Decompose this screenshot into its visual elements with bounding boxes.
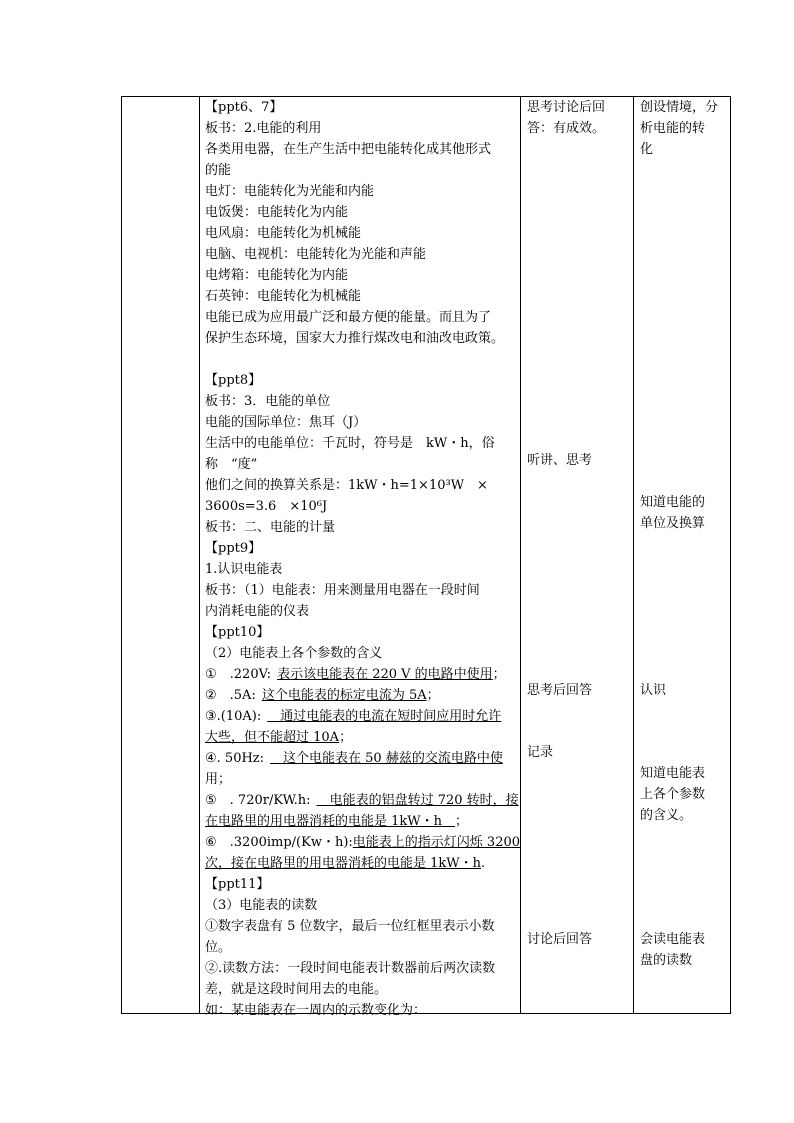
ppt-marker: 【ppt8】 — [205, 373, 262, 388]
param-line — [205, 833, 521, 854]
intent-text: 的含义。 — [640, 808, 693, 823]
param-text: 通过电能表的电流在短时间应用时允许 — [267, 709, 502, 724]
param-text: 大些，但不能超过 10A — [205, 730, 340, 745]
param-text: 这个电能表在 50 赫兹的交流电路中使 — [270, 751, 503, 766]
blank-column — [122, 97, 200, 1014]
intent-text: 知道电能表 — [640, 766, 706, 781]
param-text: 表示该电能表在 220 V 的电路中使用 — [277, 667, 493, 682]
text-line: （2）电能表上各个参数的含义 — [205, 646, 383, 661]
text-line: 生活中的电能单位：千瓦时，符号是 kW・h，俗 — [205, 436, 495, 451]
ppt-marker: 【ppt11】 — [205, 877, 270, 892]
activity-text: 记录 — [527, 745, 554, 760]
param-line — [205, 728, 518, 749]
text-line: 1.认识电能表 — [205, 562, 283, 577]
intent-text: 化 — [640, 142, 654, 157]
param-line — [205, 749, 518, 770]
text-line: 各类用电器，在生产生活中把电能转化成其他形式 — [205, 142, 492, 157]
param-text: 在电路里的用电器消耗的电能是 1kW・h — [205, 814, 456, 829]
param-line — [205, 686, 518, 707]
param-tail: ； — [455, 814, 469, 829]
param-label: ③.(10A): — [205, 709, 262, 724]
param-text: 次，接在电路里的用电器消耗的电能是 1kW・h — [205, 856, 482, 871]
text-line: ①数字表盘有 5 位数字，最后一位红框里表示小数 — [205, 919, 495, 934]
text-line: 电饭煲：电能转化为内能 — [205, 205, 349, 220]
text-line: 保护生态环境，国家大力推行煤改电和油改电政策。 — [205, 331, 505, 346]
intent-text: 单位及换算 — [640, 516, 706, 531]
student-activity-column — [521, 97, 634, 1014]
text-line: 如：某电能表在一周内的示数变化为： — [205, 1003, 427, 1018]
text-line: 电能已成为应用最广泛和最方便的能量。而且为了 — [205, 310, 492, 325]
intent-text: 上各个参数 — [640, 787, 706, 802]
param-text: 这个电能表的标定电流为 5A — [261, 688, 427, 703]
table-row — [122, 97, 731, 1014]
param-tail: ； — [492, 667, 506, 682]
param-label: ⑤ . 720r/KW.h: — [205, 793, 311, 808]
lesson-plan-table — [121, 96, 731, 1018]
activity-text: 思考后回答 — [527, 683, 593, 698]
activity-text: 答：有成效。 — [527, 121, 606, 136]
param-tail: ； — [339, 730, 353, 745]
activity-text: 讨论后回答 — [527, 932, 593, 947]
text-line: 石英钟：电能转化为机械能 — [205, 289, 362, 304]
param-tail: ； — [426, 688, 440, 703]
teaching-content-column — [200, 97, 521, 1018]
activity-text: 思考讨论后回 — [527, 100, 606, 115]
intent-text: 创设情境，分 — [640, 100, 719, 115]
param-text: 电能表的铝盘转过 720 转时，接 — [316, 793, 519, 808]
text-line: 称 “度” — [205, 457, 258, 472]
text-line: （3）电能表的读数 — [205, 898, 318, 913]
param-label: ④. 50Hz: — [205, 751, 265, 766]
param-line — [205, 791, 518, 812]
param-text: 电能表上的指示灯闪烁 3200 — [352, 835, 521, 850]
param-line — [205, 707, 518, 728]
ppt-marker: 【ppt6、7】 — [205, 100, 283, 115]
intent-text: 析电能的转 — [640, 121, 706, 136]
ppt-marker: 【ppt10】 — [205, 625, 270, 640]
param-text: 用； — [205, 772, 232, 787]
intent-text: 知道电能的 — [640, 495, 706, 510]
param-line — [205, 854, 518, 875]
text-line: 的能 — [205, 163, 232, 178]
param-line — [205, 812, 518, 833]
ppt-marker: 【ppt9】 — [205, 541, 262, 556]
param-line — [205, 665, 518, 686]
text-line: 他们之间的换算关系是：1kW・h=1×10³W × — [205, 478, 488, 493]
intent-text: 认识 — [640, 683, 667, 698]
text-line: 位。 — [205, 940, 232, 955]
param-label: ① .220V: — [205, 667, 272, 682]
design-intent-column — [634, 97, 731, 1014]
board-heading: 板书：二、电能的计量 — [205, 520, 336, 535]
text-line: 内消耗电能的仪表 — [205, 604, 310, 619]
param-label: ⑥ .3200imp/(Kw・h): — [205, 835, 353, 850]
board-heading: 板书：2.电能的利用 — [205, 121, 322, 136]
intent-text: 盘的读数 — [640, 953, 693, 968]
param-tail: . — [481, 856, 486, 871]
text-line: 电灯：电能转化为光能和内能 — [205, 184, 375, 199]
text-line: 电脑、电视机：电能转化为光能和声能 — [205, 247, 427, 262]
activity-text: 听讲、思考 — [527, 453, 593, 468]
text-line: 电能的国际单位：焦耳（J） — [205, 415, 367, 430]
text-line: 3600s=3.6 ×10⁶J — [205, 499, 328, 514]
text-line: 电风扇：电能转化为机械能 — [205, 226, 362, 241]
intent-text: 会读电能表 — [640, 932, 706, 947]
text-line: ②.读数方法：一段时间电能表计数器前后两次读数 — [205, 961, 496, 976]
text-line: 差，就是这段时间用去的电能。 — [205, 982, 388, 997]
board-heading: 板书：3．电能的单位 — [205, 394, 331, 409]
text-line: 板书：（1）电能表：用来测量用电器在一段时间 — [205, 583, 480, 598]
param-label: ② .5A: — [205, 688, 256, 703]
text-line: 电烤箱：电能转化为内能 — [205, 268, 349, 283]
param-line — [205, 770, 518, 791]
